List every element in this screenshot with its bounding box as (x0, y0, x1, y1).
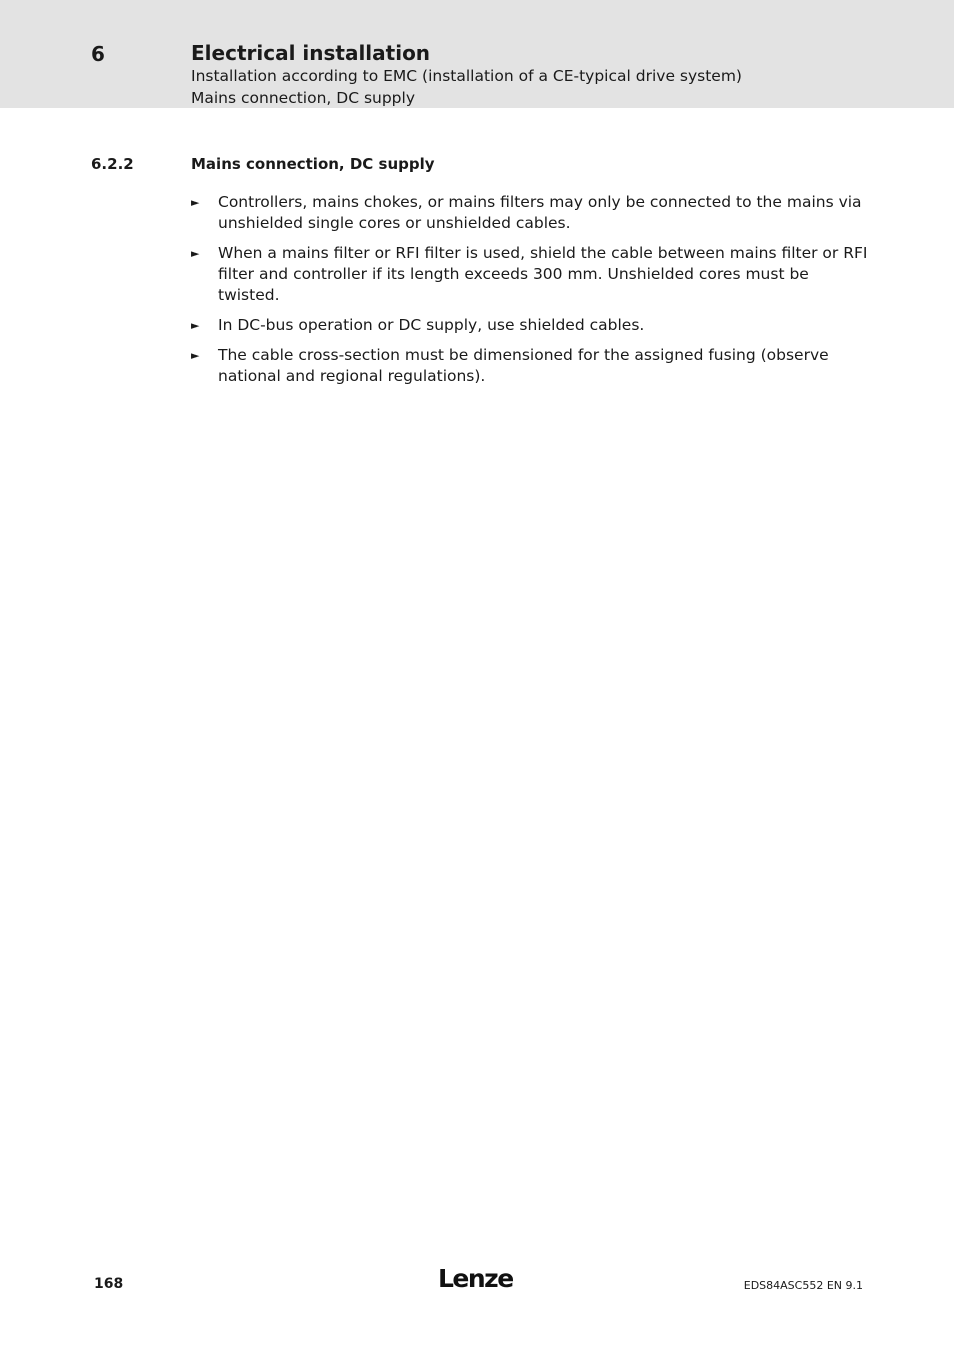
bullet-item (191, 243, 871, 306)
lenze-logo: Lenze (438, 1264, 513, 1293)
section-number: 6.2.2 (91, 155, 134, 173)
header-band (0, 0, 954, 108)
header-subtitle-line2: Mains connection, DC supply (191, 89, 416, 107)
bullet-text-line: unshielded single cores or unshielded cables. (218, 214, 571, 232)
bullet-text-line: When a mains filter or RFI filter is used, shield the cable between mains filter or RFI (218, 244, 868, 262)
bullet-text-line: Controllers, mains chokes, or mains filters may only be connected to the mains via (218, 193, 862, 211)
bullet-arrow-icon: ► (191, 196, 200, 209)
section-title: Mains connection, DC supply (191, 155, 435, 173)
bullet-text-line: In DC-bus operation or DC supply, use shielded cables. (218, 316, 645, 334)
bullet-text-line: filter and controller if its length exceeds 300 mm. Unshielded cores must be twisted. (218, 265, 809, 304)
bullet-item (191, 345, 871, 387)
bullet-arrow-icon: ► (191, 247, 200, 260)
document-code: EDS84ASC552 EN 9.1 (743, 1279, 863, 1292)
page-number: 168 (94, 1276, 124, 1292)
header-subtitle-line1: Installation according to EMC (installation of a CE-typical drive system) (191, 67, 742, 85)
bullet-text-line: The cable cross-section must be dimensioned for the assigned fusing (observe (218, 346, 829, 364)
bullet-list (191, 192, 871, 396)
bullet-arrow-icon: ► (191, 319, 200, 332)
bullet-item (191, 192, 871, 234)
bullet-arrow-icon: ► (191, 349, 200, 362)
chapter-title: Electrical installation (191, 41, 431, 65)
bullet-item (191, 315, 871, 336)
bullet-text-line: national and regional regulations). (218, 367, 486, 385)
chapter-number: 6 (91, 42, 105, 66)
